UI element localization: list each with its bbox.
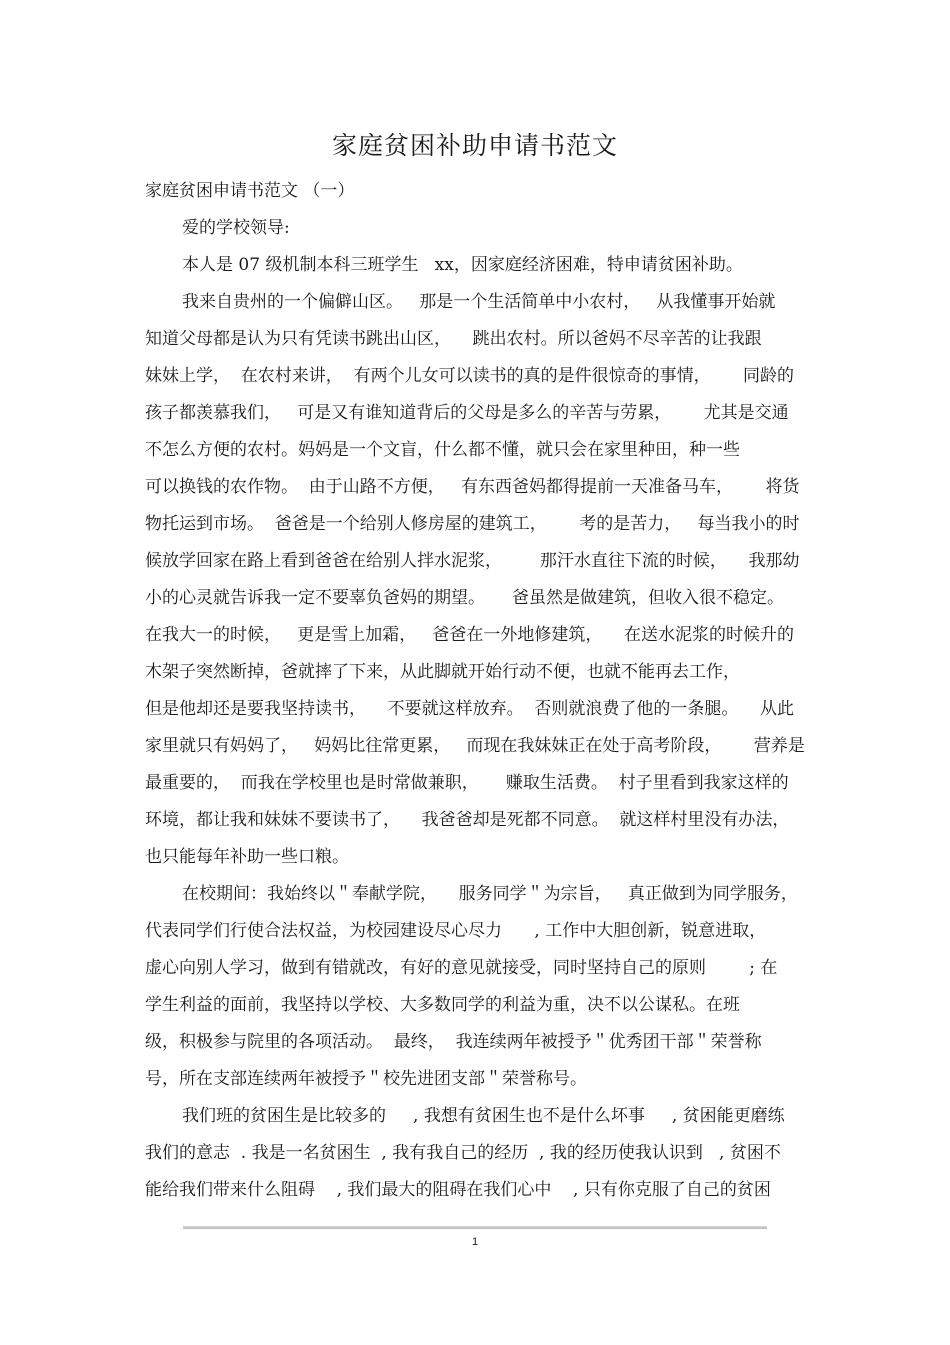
paragraph-line: 能给我们带来什么阻碍 , 我们最大的阻碍在我们心中 , 只有你克服了自己的贫困: [145, 1180, 771, 1200]
paragraph-line: 在我大一的时候， 更是雪上加霜， 爸爸在一外地修建筑， 在送水泥浆的时候升的: [145, 625, 795, 645]
page-number: 1: [471, 1236, 479, 1248]
paragraph-line: 虚心向别人学习，做到有错就改，有好的意见就接受，同时坚持自己的原则 ; 在: [145, 958, 778, 978]
paragraph-line: 本人是 07 级机制本科三班学生 xx，因家庭经济困难，特申请贫困补助。: [182, 255, 743, 275]
salutation: 爱的学校领导:: [182, 218, 290, 238]
paragraph-line: 家里就只有妈妈了， 妈妈比往常更累， 而现在我妹妹正在处于高考阶段， 营养是: [145, 736, 805, 756]
paragraph-line: 代表同学们行使合法权益，为校园建设尽心尽力 , 工作中大胆创新，锐意进取，: [145, 921, 767, 941]
paragraph-line: 最重要的， 而我在学校里也是时常做兼职， 赚取生活费。 村子里看到我家这样的: [145, 773, 789, 793]
paragraph-line: 号，所在支部连续两年被授予＂校先进团支部＂荣誉称号。: [145, 1069, 587, 1089]
paragraph-line: 木架子突然断掉，爸就摔了下来，从此脚就开始行动不便，也就不能再去工作，: [145, 662, 740, 682]
footer-divider: [183, 1226, 767, 1229]
paragraph-line: 小的心灵就告诉我一定不要辜负爸妈的期望。 爸虽然是做建筑，但收入很不稳定。: [145, 588, 785, 608]
paragraph-line: 也只能每年补助一些口粮。: [145, 847, 349, 867]
paragraph-line: 我们班的贫困生是比较多的 , 我想有贫困生也不是什么坏事 , 贫困能更磨练: [182, 1106, 785, 1126]
paragraph-line: 不怎么方便的农村。妈妈是一个文盲，什么都不懂，就只会在家里种田，种一些: [145, 440, 740, 460]
document-title: 家庭贫困补助申请书范文: [331, 131, 618, 160]
paragraph-line: 但是他却还是要我坚持读书， 不要就这样放弃。 否则就浪费了他的一条腿。 从此: [145, 699, 795, 719]
section-heading: 家庭贫困申请书范文 （一）: [145, 181, 355, 201]
paragraph-line: 候放学回家在路上看到爸爸在给别人拌水泥浆， 那汗水直往下流的时候， 我那幼: [145, 551, 800, 571]
paragraph-line: 孩子都羡慕我们， 可是又有谁知道背后的父母是多么的辛苦与劳累， 尤其是交通: [145, 403, 789, 423]
paragraph-line: 我来自贵州的一个偏僻山区。 那是一个生活简单中小农村， 从我懂事开始就: [182, 292, 776, 312]
paragraph-line: 环境，都让我和妹妹不要读书了， 我爸爸却是死都不同意。 就这样村里没有办法，: [145, 810, 790, 830]
paragraph-line: 知道父母都是认为只有凭读书跳出山区， 跳出农村。所以爸妈不尽辛苦的让我跟: [145, 329, 762, 349]
paragraph-line: 可以换钱的农作物。 由于山路不方便， 有东西爸妈都得提前一天准备马车， 将货: [145, 477, 800, 497]
document-body: [145, 173, 815, 1209]
paragraph-line: 学生利益的面前，我坚持以学校、大多数同学的利益为重，决不以公谋私。在班: [145, 995, 740, 1015]
paragraph-line: 我们的意志 . 我是一名贫困生 , 我有我自己的经历 , 我的经历使我认识到 , 贫困不: [145, 1143, 781, 1163]
paragraph-line: 在校期间：我始终以＂奉献学院， 服务同学＂为宗旨， 真正做到为同学服务，: [182, 884, 798, 904]
paragraph-line: 妹妹上学， 在农村来讲， 有两个儿女可以读书的真的是件很惊奇的事情， 同龄的: [145, 366, 795, 386]
paragraph-line: 物托运到市场。 爸爸是一个给别人修房屋的建筑工， 考的是苦力， 每当我小的时: [145, 514, 800, 534]
paragraph-line: 级，积极参与院里的各项活动。 最终， 我连续两年被授予＂优秀团干部＂荣誉称: [145, 1032, 762, 1052]
